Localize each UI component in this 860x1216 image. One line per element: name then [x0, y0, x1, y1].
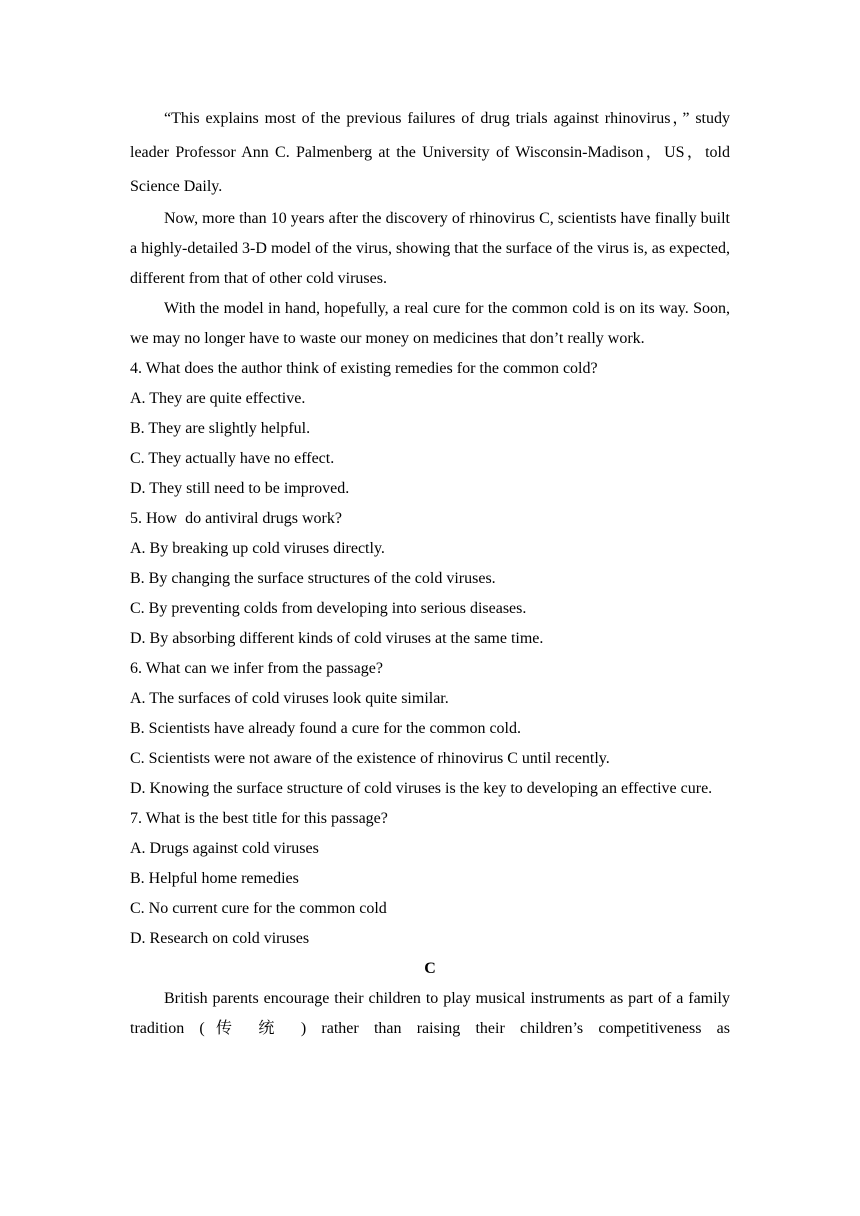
option-a: A. The surfaces of cold viruses look quite similar. [130, 690, 449, 707]
option-d: D. By absorbing different kinds of cold viruses at the same time. [130, 630, 544, 647]
document-content [130, 102, 730, 1044]
passage-paragraph-3: With the model in hand, hopefully, a real cure for the common cold is on its way. Soon, we may no longer have to waste our money on medicines that don’t really work. [130, 300, 730, 347]
option-c: C. They actually have no effect. [130, 450, 335, 467]
option-b: B. By changing the surface structures of the cold viruses. [130, 570, 496, 587]
option-d: D. Knowing the surface structure of cold viruses is the key to developing an effective cure. [130, 780, 713, 797]
option-a: A. Drugs against cold viruses [130, 840, 319, 857]
passage-paragraph-2: Now, more than 10 years after the discovery of rhinovirus C, scientists have finally built a highly-detailed 3-D model of the virus, showing that the surface of the virus is, as expected, different from that of other cold viruses. [130, 210, 730, 287]
question-7 [130, 804, 730, 954]
passage-paragraph-1: “This explains most of the previous failures of drug trials against rhinovirus，” study leader Professor Ann C. Palmenberg at the University of Wisconsin-Madison，US，told Science Daily. [130, 110, 731, 195]
section-heading-c: C [424, 960, 436, 977]
question-stem: 5. How do antiviral drugs work? [130, 510, 342, 527]
option-b: B. Helpful home remedies [130, 870, 299, 887]
option-a: A. By breaking up cold viruses directly. [130, 540, 385, 557]
question-4 [130, 354, 730, 504]
section-c-paragraph-1: British parents encourage their children to play musical instruments as part of a family tradition (传 统 ) rather than raising their children’s competitiveness as [130, 990, 730, 1037]
option-d: D. They still need to be improved. [130, 480, 350, 497]
option-c: C. No current cure for the common cold [130, 900, 387, 917]
question-stem: 6. What can we infer from the passage? [130, 660, 383, 677]
option-c: C. Scientists were not aware of the existence of rhinovirus C until recently. [130, 750, 610, 767]
question-stem: 4. What does the author think of existing remedies for the common cold? [130, 360, 598, 377]
question-5 [130, 504, 730, 654]
option-b: B. Scientists have already found a cure for the common cold. [130, 720, 521, 737]
option-b: B. They are slightly helpful. [130, 420, 311, 437]
option-c: C. By preventing colds from developing into serious diseases. [130, 600, 527, 617]
question-stem: 7. What is the best title for this passage? [130, 810, 388, 827]
question-6 [130, 654, 730, 804]
option-a: A. They are quite effective. [130, 390, 306, 407]
option-d: D. Research on cold viruses [130, 930, 310, 947]
